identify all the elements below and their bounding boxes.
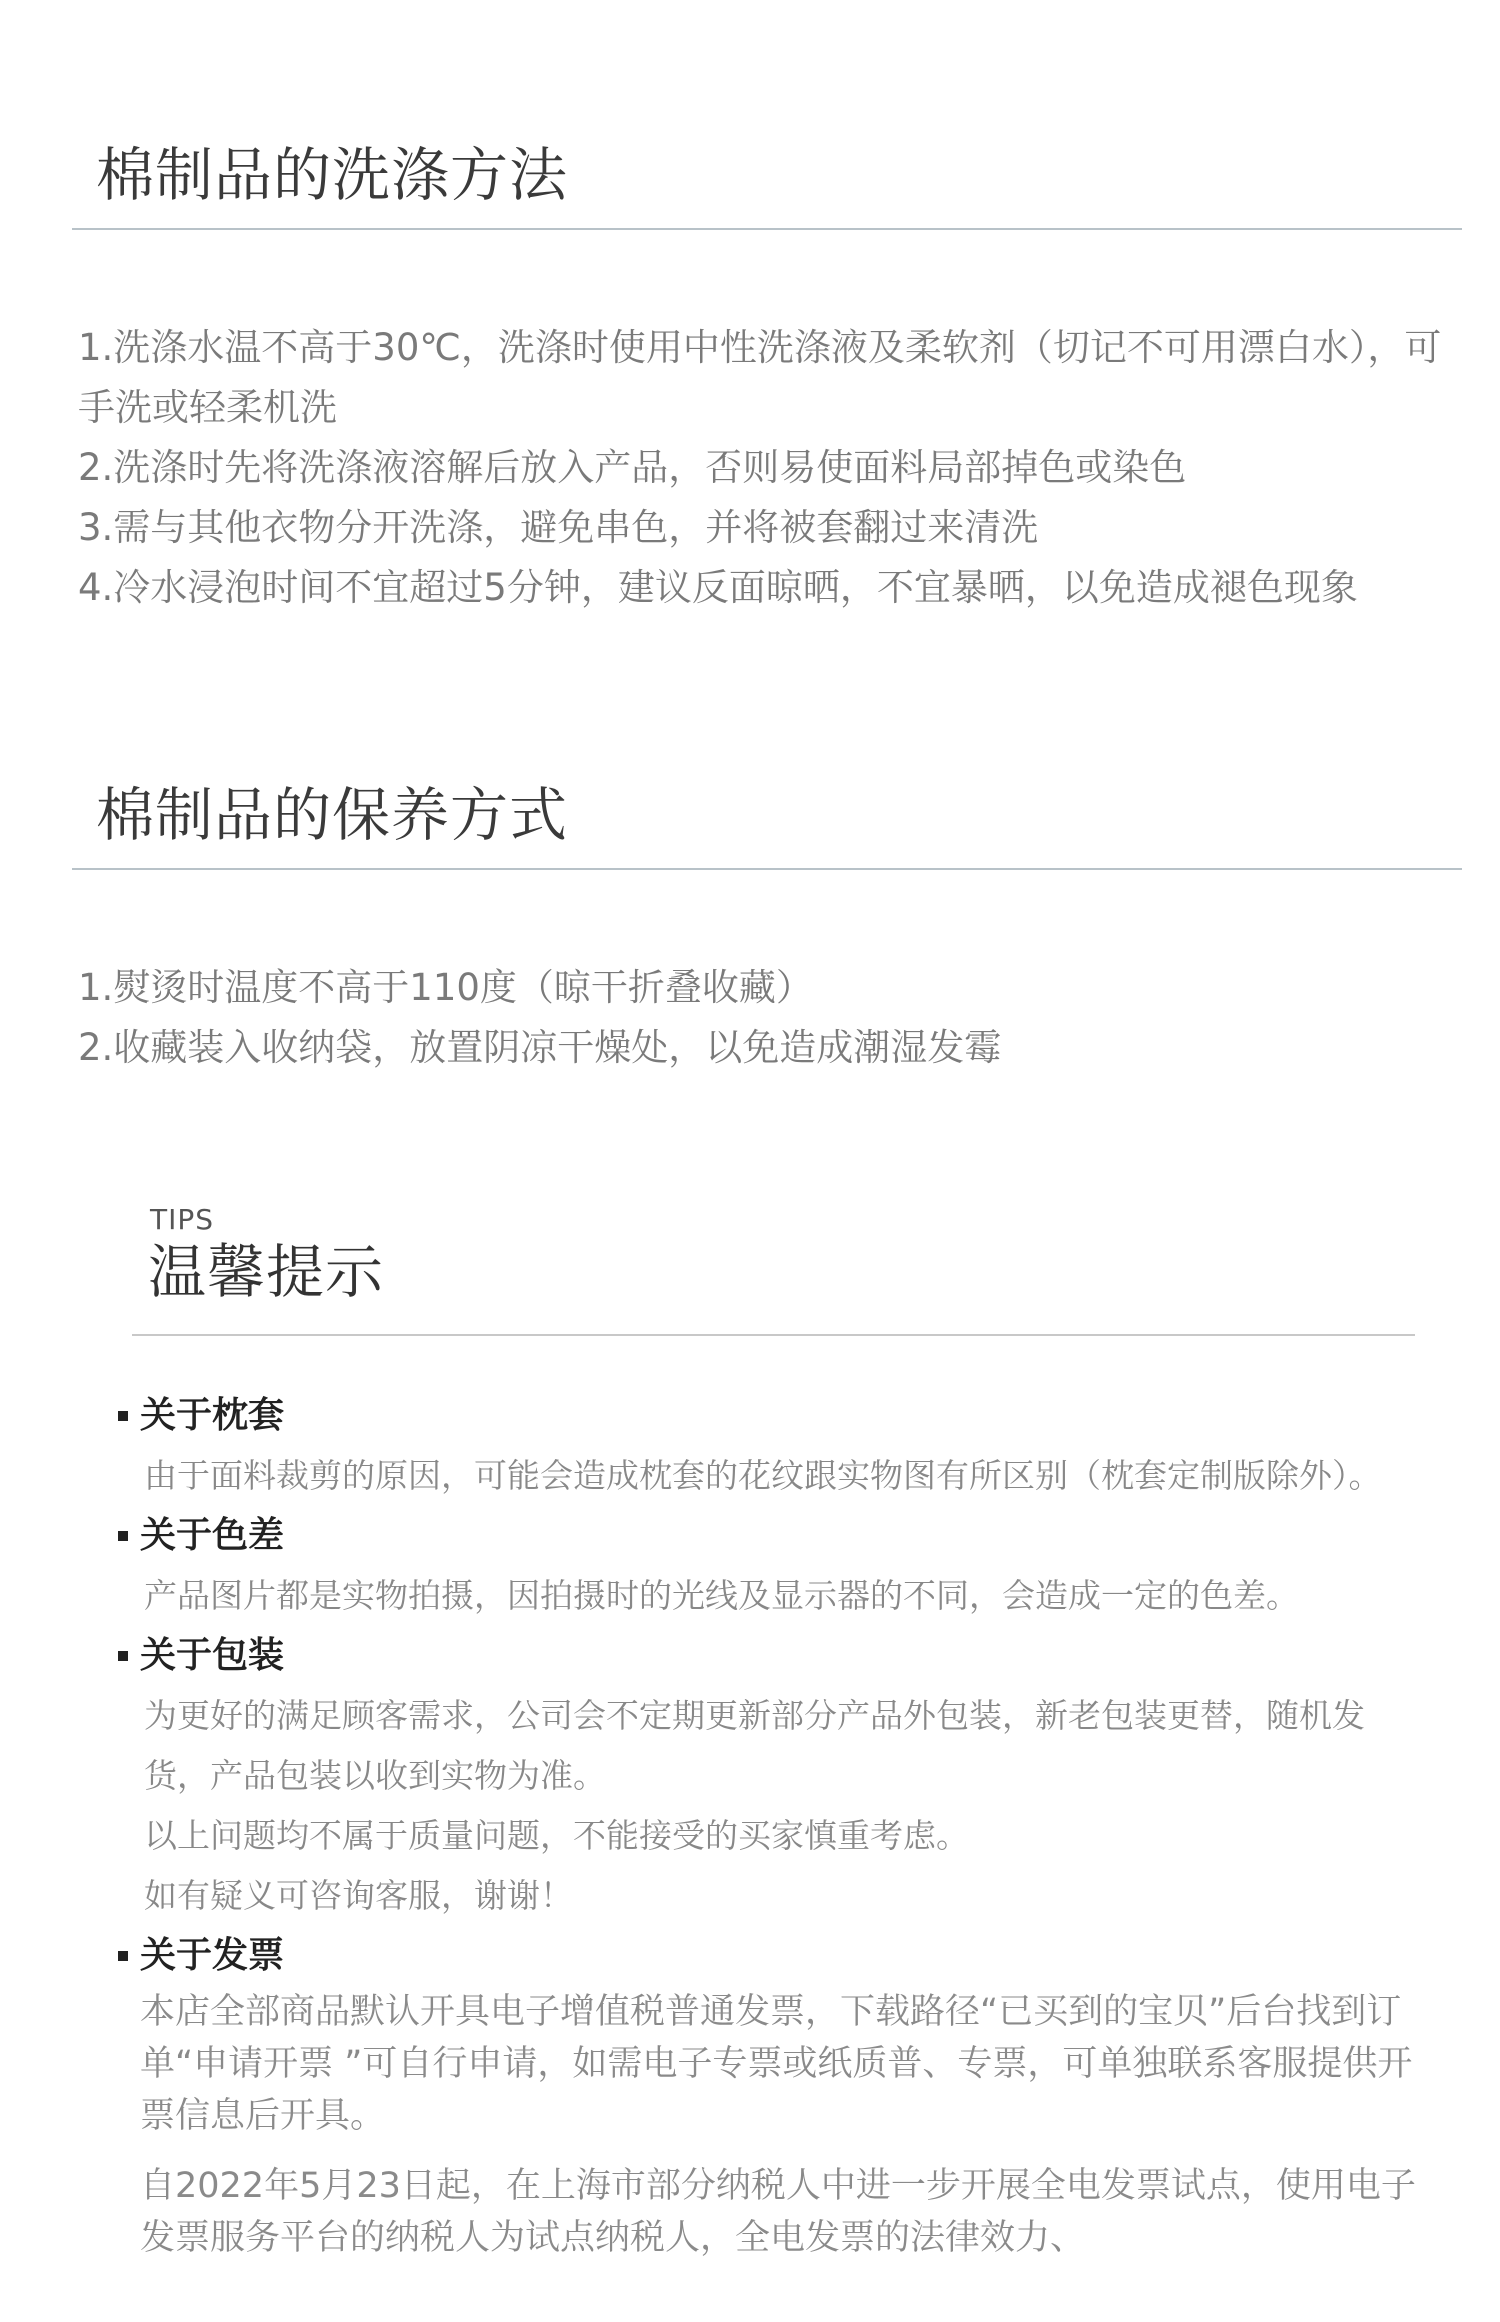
tip-text: 如有疑义可咨询客服，谢谢！ [144,1876,573,1915]
tip-text: 产品图片都是实物拍摄，因拍摄时的光线及显示器的不同，会造成一定的色差。 [144,1576,1299,1615]
tips-title: 温馨提示 [148,1238,385,1306]
tip-text: 本店全部商品默认开具电子增值税普通发票，下载路径“已买到的宝贝”后台找到订单“申请开票 ”可自行申请，如需电子专票或纸质普、专票，可单独联系客服提供开票信息后开具。 [140,1992,1413,2136]
tip-packaging [118,1626,1428,1926]
bullet-icon [118,1651,128,1661]
care-section-title: 棉制品的保养方式 [96,781,569,849]
washing-step-3: 3.需与其他衣物分开洗涤，避免串色，并将被套翻过来清洗 [78,506,1039,549]
care-step-2: 2.收藏装入收纳袋，放置阴凉干燥处，以免造成潮湿发霉 [78,1026,1002,1069]
tip-heading: 关于发票 [140,1935,285,1976]
tips-label: TIPS [150,1203,215,1236]
tip-invoice [118,1926,1428,2264]
washing-step-1: 1.洗涤水温不高于30℃，洗涤时使用中性洗涤液及柔软剂（切记不可用漂白水），可手洗或轻柔机洗 [78,326,1442,429]
care-title-divider [72,868,1462,870]
tip-text: 为更好的满足顾客需求，公司会不定期更新部分产品外包装，新老包装更替，随机发货，产品包装以收到实物为准。 [144,1696,1365,1795]
care-instructions [78,958,1468,1078]
tips-title-divider [132,1334,1415,1336]
bullet-icon [118,1531,128,1541]
washing-instructions [78,318,1468,618]
tip-color-difference [118,1506,1428,1626]
bullet-icon [118,1411,128,1421]
tip-text: 以上问题均不属于质量问题，不能接受的买家慎重考虑。 [144,1816,969,1855]
washing-step-4: 4.冷水浸泡时间不宜超过5分钟，建议反面晾晒，不宜暴晒，以免造成褪色现象 [78,566,1358,609]
bullet-icon [118,1951,128,1961]
tip-text: 由于面料裁剪的原因，可能会造成枕套的花纹跟实物图有所区别（枕套定制版除外）。 [144,1456,1382,1495]
washing-step-2: 2.洗涤时先将洗涤液溶解后放入产品，否则易使面料局部掉色或染色 [78,446,1187,489]
care-step-1: 1.熨烫时温度不高于110度（晾干折叠收藏） [78,966,813,1009]
washing-title-divider [72,228,1462,230]
tip-heading: 关于包装 [140,1635,285,1676]
tip-heading: 关于色差 [140,1515,285,1556]
tip-text: 自2022年5月23日起，在上海市部分纳税人中进一步开展全电发票试点，使用电子发票服务平台的纳税人为试点纳税人，全电发票的法律效力、 [140,2166,1416,2258]
washing-section-title: 棉制品的洗涤方法 [96,141,569,209]
tip-pillowcase [118,1386,1428,1506]
tips-list [118,1386,1428,2264]
tip-heading: 关于枕套 [140,1395,285,1436]
